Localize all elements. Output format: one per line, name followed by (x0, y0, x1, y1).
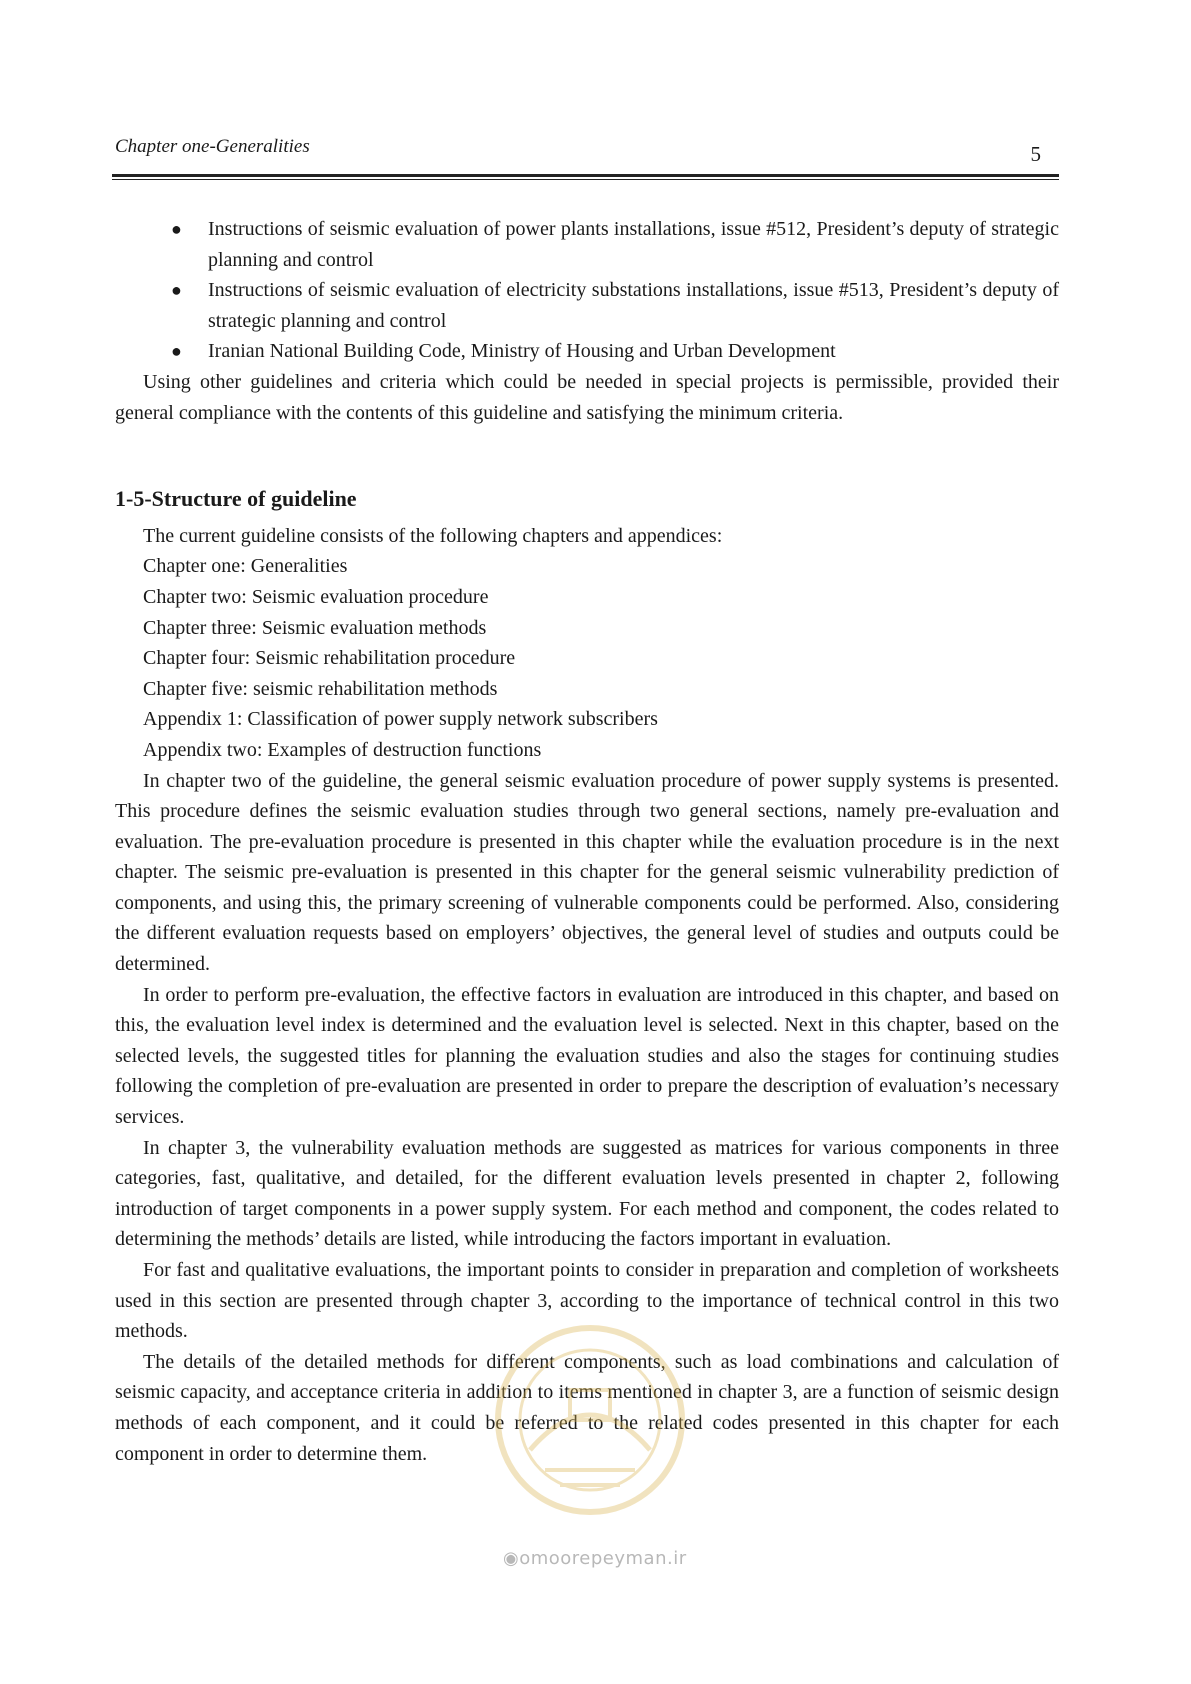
bullet-icon: ● (171, 280, 182, 301)
contents-item: Appendix two: Examples of destruction functions (143, 738, 542, 761)
section-heading: 1-5-Structure of guideline (115, 486, 357, 512)
bullet-icon: ● (171, 341, 182, 362)
body-paragraph: The details of the detailed methods for different components, such as load combinations and calculation of seismic capacity, and acceptance criteria in addition to items mentioned in chapter 3, are a function of seismic design methods of each component, and it could be referred to the related codes presented in this chapter for each component in order to determine them. (115, 1350, 1059, 1465)
reference-list (115, 214, 1059, 367)
body-paragraph: For fast and qualitative evaluations, the important points to consider in preparation and completion of worksheets used in this section are presented through chapter 3, according to the importance of technical control in this two methods. (115, 1259, 1059, 1343)
contents-item: Chapter four: Seismic rehabilitation procedure (143, 647, 516, 670)
page-number: 5 (1030, 142, 1041, 166)
reference-text: Iranian National Building Code, Ministry of Housing and Urban Development (208, 340, 836, 363)
reference-item (115, 214, 1059, 275)
reference-text: Instructions of seismic evaluation of power plants installations, issue #512, President’s deputy of strategic planning and control (208, 218, 1059, 271)
contents-item: Appendix 1: Classification of power supply network subscribers (143, 708, 658, 731)
contents-item: Chapter three: Seismic evaluation methods (143, 616, 487, 639)
contents-item: Chapter five: seismic rehabilitation methods (143, 677, 498, 700)
watermark-url: omoorepeyman.ir (519, 1548, 687, 1569)
intro-paragraph: Using other guidelines and criteria which could be needed in special projects is permissible, provided their general compliance with the contents of this guideline and satisfying the minimum criteria. (115, 370, 1059, 424)
reference-item (115, 336, 1059, 367)
body-paragraph: In chapter two of the guideline, the general seismic evaluation procedure of power supply systems is presented. This procedure defines the seismic evaluation studies through two general sections, namely pre-evaluation and evaluation. The pre-evaluation procedure is presented in this chapter while the evaluation procedure is in the next chapter. The seismic pre-evaluation is presented in this chapter for the general seismic vulnerability prediction of components, and using this, the primary screening of vulnerable components could be performed. Also, considering the different evaluation requests based on employers’ objectives, the general level of studies and outputs could be determined. (115, 769, 1059, 976)
page-body (115, 214, 1059, 1469)
body-paragraph: In chapter 3, the vulnerability evaluation methods are suggested as matrices for various components in three categories, fast, qualitative, and detailed, for the different evaluation levels presented in chapter 2, following introduction of target components in a power supply system. For each method and component, the codes related to determining the methods’ details are listed, while introducing the factors important in evaluation. (115, 1136, 1059, 1251)
watermark-logo-icon (490, 1320, 690, 1520)
reference-item (115, 275, 1059, 336)
section-lead: The current guideline consists of the following chapters and appendices: (143, 524, 723, 547)
header-rule-thin (112, 179, 1059, 180)
reference-text: Instructions of seismic evaluation of electricity substations installations, issue #513, President’s deputy of strategic planning and control (208, 279, 1059, 332)
page-header (115, 134, 1059, 168)
contents-item: Chapter one: Generalities (143, 555, 348, 578)
watermark-globe-icon: ◉ (503, 1548, 520, 1569)
header-rule-thick (112, 174, 1059, 177)
bullet-icon: ● (171, 219, 182, 239)
body-paragraph: In order to perform pre-evaluation, the effective factors in evaluation are introduced in this chapter, and based on this, the evaluation level index is determined and the evaluation level is selected. Next in this chapter, based on the selected levels, the suggested titles for planning the evaluation studies and also the stages for continuing studies following the completion of pre-evaluation are presented in order to prepare the description of evaluation’s necessary services. (115, 983, 1059, 1129)
watermark-text (503, 1548, 687, 1569)
running-header-title: Chapter one-Generalities (115, 136, 310, 157)
contents-item: Chapter two: Seismic evaluation procedure (143, 585, 489, 608)
